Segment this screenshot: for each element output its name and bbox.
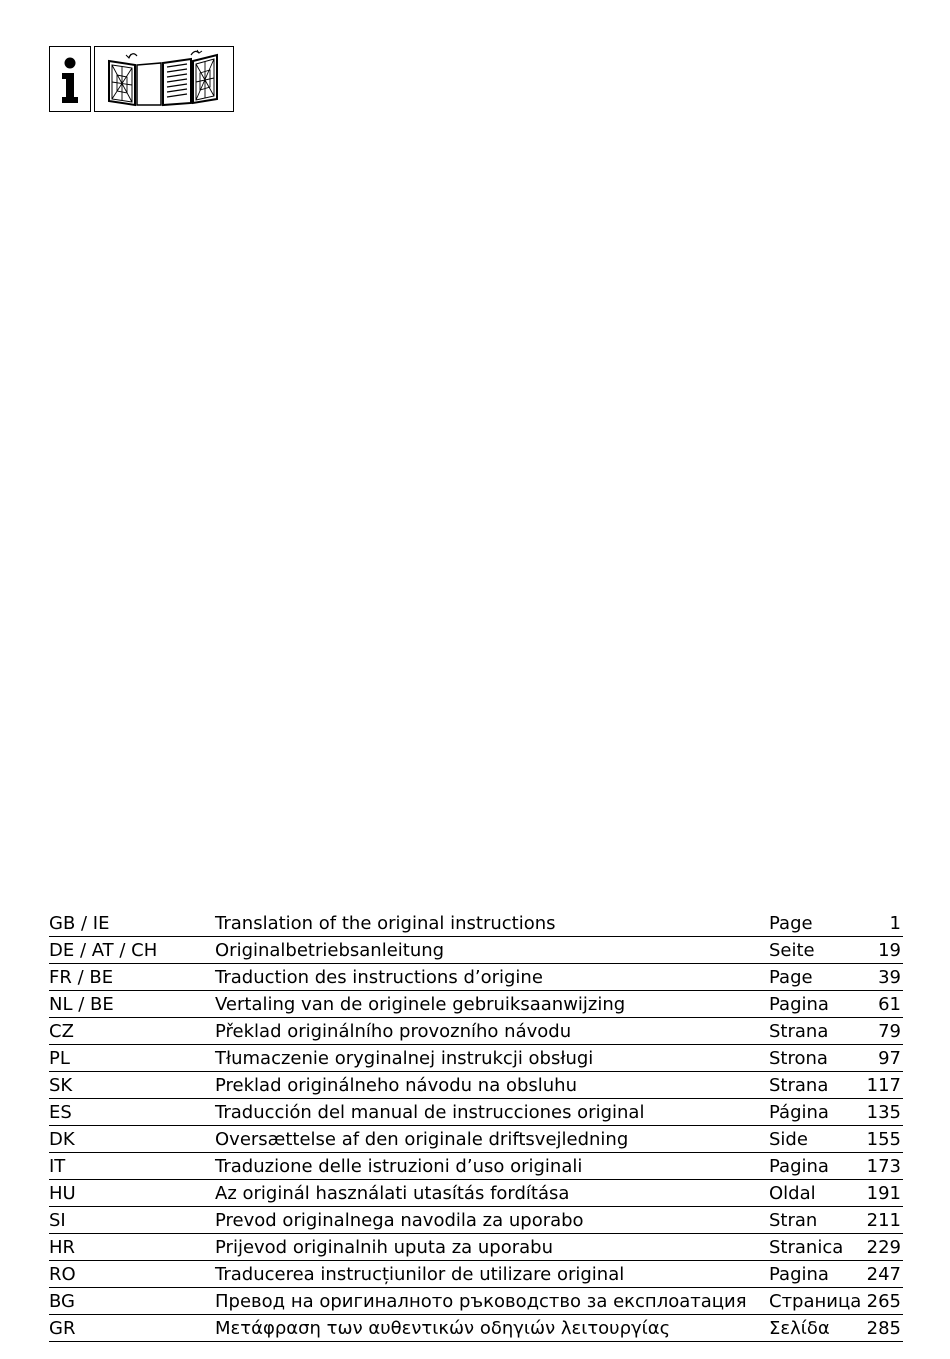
language-code: GB / IE	[49, 913, 110, 934]
language-code: FR / BE	[49, 967, 114, 988]
page-label: Oldal	[769, 1183, 816, 1204]
language-row[interactable]	[49, 1153, 903, 1180]
language-code: IT	[49, 1156, 66, 1177]
page-label: Page	[769, 967, 813, 988]
language-code: ES	[49, 1102, 72, 1123]
page-number: 97	[878, 1048, 901, 1069]
page-number: 173	[866, 1156, 901, 1177]
page-label: Strana	[769, 1021, 829, 1042]
page-label: Pagina	[769, 1264, 829, 1285]
page-label: Страница	[769, 1291, 862, 1312]
page-number: 39	[878, 967, 901, 988]
instructions-title: Prijevod originalnih uputa za uporabu	[215, 1237, 554, 1258]
language-row[interactable]	[49, 1315, 903, 1342]
page-label: Side	[769, 1129, 808, 1150]
page-number: 285	[866, 1318, 901, 1339]
page-label: Página	[769, 1102, 829, 1123]
page-label: Pagina	[769, 994, 829, 1015]
page-number: 191	[866, 1183, 901, 1204]
instructions-title: Translation of the original instructions	[215, 913, 556, 934]
page-label: Seite	[769, 940, 815, 961]
language-code: GR	[49, 1318, 76, 1339]
language-code: CZ	[49, 1021, 74, 1042]
language-row[interactable]	[49, 1045, 903, 1072]
page-number: 247	[866, 1264, 901, 1285]
instructions-title: Μετάφραση των αυθεντικών οδηγιών λειτουργίας	[215, 1318, 671, 1339]
language-row[interactable]	[49, 1288, 903, 1315]
language-row[interactable]	[49, 1126, 903, 1153]
language-code: SK	[49, 1075, 73, 1096]
instructions-title: Preklad originálneho návodu na obsluhu	[215, 1075, 577, 1096]
instructions-title: Превод на оригиналното ръководство за експлоатация	[215, 1291, 747, 1312]
instructions-title: Originalbetriebsanleitung	[215, 940, 445, 961]
instructions-title: Traducción del manual de instrucciones original	[215, 1102, 645, 1123]
page-label: Σελίδα	[769, 1318, 830, 1339]
language-index	[49, 910, 903, 1342]
language-row[interactable]	[49, 937, 903, 964]
page-number: 135	[866, 1102, 901, 1123]
page-label: Strona	[769, 1048, 828, 1069]
instructions-title: Traduzione delle istruzioni d’uso originali	[215, 1156, 583, 1177]
instructions-title: Překlad originálního provozního návodu	[215, 1021, 572, 1042]
language-code: HR	[49, 1237, 76, 1258]
language-code: RO	[49, 1264, 76, 1285]
instructions-title: Traducerea instrucțiunilor de utilizare original	[215, 1264, 625, 1285]
page-number: 79	[878, 1021, 901, 1042]
language-row[interactable]	[49, 910, 903, 937]
instructions-title: Tłumaczenie oryginalnej instrukcji obsługi	[215, 1048, 594, 1069]
page-number: 19	[878, 940, 901, 961]
language-row[interactable]	[49, 991, 903, 1018]
language-row[interactable]	[49, 1261, 903, 1288]
language-row[interactable]	[49, 1180, 903, 1207]
page-number: 61	[878, 994, 901, 1015]
language-row[interactable]	[49, 1018, 903, 1045]
page-label: Page	[769, 913, 813, 934]
instructions-title: Vertaling van de originele gebruiksaanwijzing	[215, 994, 626, 1015]
language-row[interactable]	[49, 1072, 903, 1099]
language-code: PL	[49, 1048, 70, 1069]
language-code: DE / AT / CH	[49, 940, 158, 961]
page-label: Pagina	[769, 1156, 829, 1177]
page-number: 211	[866, 1210, 901, 1231]
language-row[interactable]	[49, 1207, 903, 1234]
language-row[interactable]	[49, 1099, 903, 1126]
language-code: BG	[49, 1291, 75, 1312]
info-icon	[49, 46, 91, 112]
page-number: 155	[866, 1129, 901, 1150]
instructions-title: Oversættelse af den originale driftsvejledning	[215, 1129, 629, 1150]
language-code: SI	[49, 1210, 66, 1231]
page-number: 229	[866, 1237, 901, 1258]
instructions-title: Traduction des instructions d’origine	[215, 967, 543, 988]
language-code: NL / BE	[49, 994, 114, 1015]
language-row[interactable]	[49, 1234, 903, 1261]
page-number: 265	[866, 1291, 901, 1312]
language-code: HU	[49, 1183, 76, 1204]
page-label: Stran	[769, 1210, 818, 1231]
language-code: DK	[49, 1129, 75, 1150]
language-row[interactable]	[49, 964, 903, 991]
open-manual-icon	[94, 46, 234, 112]
page-label: Stranica	[769, 1237, 844, 1258]
page-number: 117	[866, 1075, 901, 1096]
instructions-title: Az originál használati utasítás fordítása	[215, 1183, 570, 1204]
page-label: Strana	[769, 1075, 829, 1096]
page-number: 1	[889, 913, 901, 934]
instructions-title: Prevod originalnega navodila za uporabo	[215, 1210, 584, 1231]
